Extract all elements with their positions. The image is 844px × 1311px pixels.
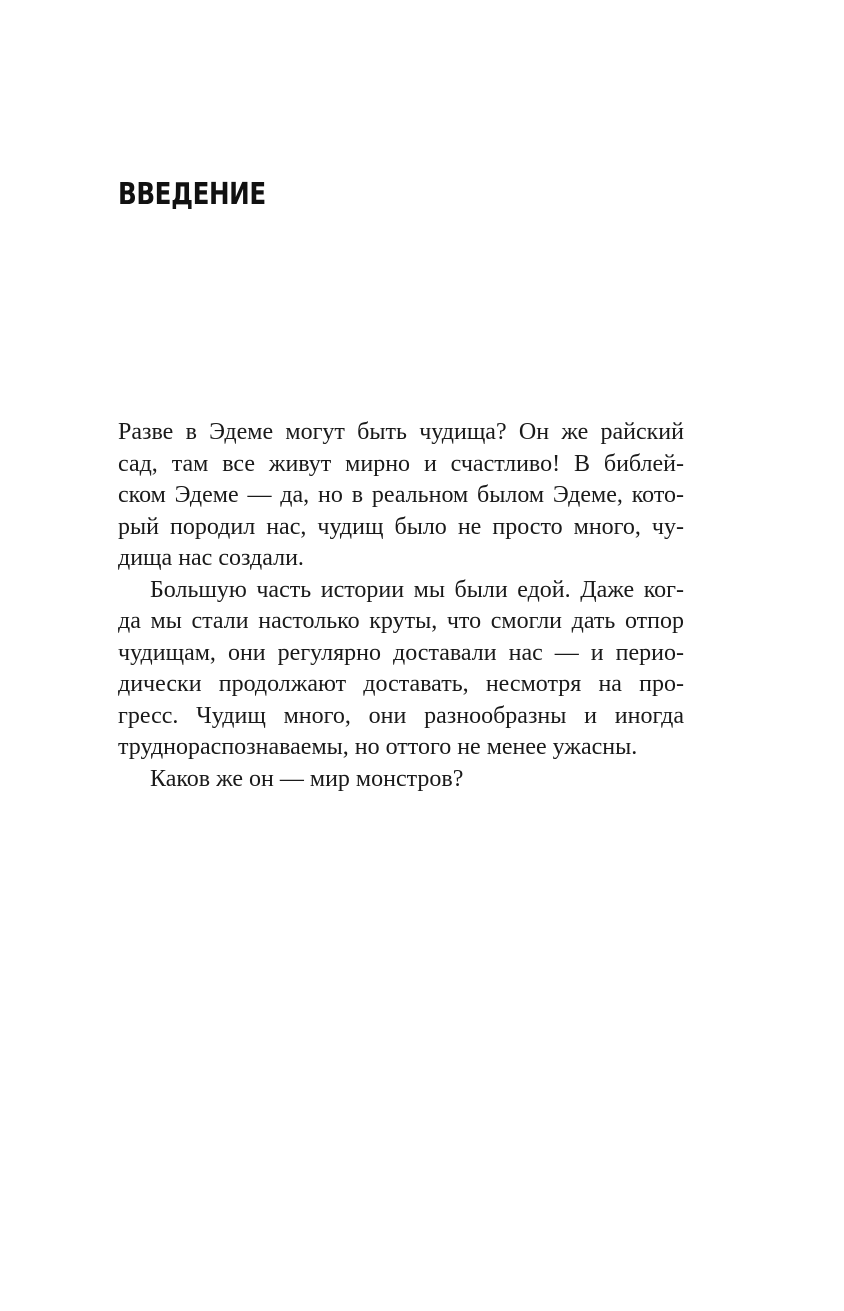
text-line: Разве в Эдеме могут быть чудища? Он же райский [118,419,684,445]
text-line: сад, там все живут мирно и счастливо! В библей- [118,450,684,477]
chapter-title: ВВЕДЕНИЕ [118,177,266,212]
paragraph-2 [118,575,684,764]
text-line: Большую часть истории мы были едой. Даже ког- [150,576,684,603]
text-line: труднораспознаваемы, но оттого не менее ужасны. [118,734,638,760]
text-line: гресс. Чудищ много, они разнообразны и иногда [118,702,684,729]
text-line: Каков же он — мир монстров? [150,765,464,792]
body-text [118,417,684,795]
text-line: рый породил нас, чудищ было не просто много, чу- [118,513,684,540]
paragraph-3 [118,764,684,796]
text-line: дически продолжают доставать, несмотря на про- [118,671,684,697]
text-line: дища нас создали. [118,545,304,571]
paragraph-1 [118,417,684,575]
text-line: чудищам, они регулярно доставали нас — и перио- [118,639,684,666]
text-line: ском Эдеме — да, но в реальном былом Эдеме, кото- [118,482,684,508]
text-line: да мы стали настолько круты, что смогли дать отпор [118,608,684,634]
